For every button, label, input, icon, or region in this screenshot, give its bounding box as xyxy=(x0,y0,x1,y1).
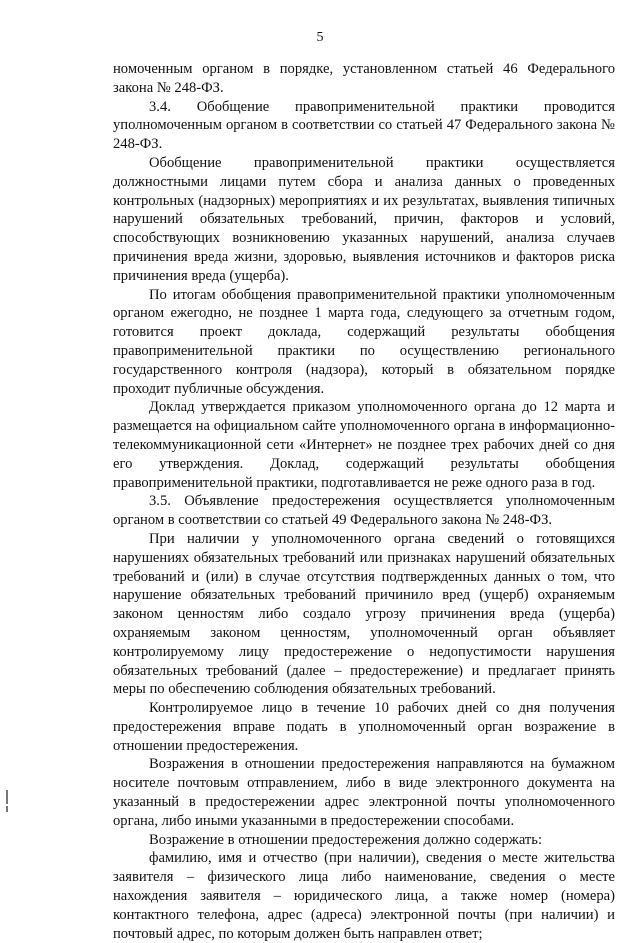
paragraph-objection-delivery: Возражения в отношении предостережения направляются на бумажном носителе почтовым отправлением, либо в виде электронного документа на указанный в предостережении адрес электронной почты уполномоченного органа, либо иными указанными в предостережении способами. xyxy=(113,756,615,829)
document-body xyxy=(113,60,615,943)
paragraph-report-approval: Доклад утверждается приказом уполномоченного органа до 12 марта и размещается на официальном сайте уполномоченного органа в информационно-телекоммуникационной сети «Интернет» не позднее трех рабочих дней со дня его утверждения. Доклад, содержащий результаты обобщения правоприменительной практики, подготавливается не реже одного раза в год. xyxy=(113,399,615,491)
scan-margin-mark xyxy=(6,806,8,812)
paragraph-applicant-details: фамилию, имя и отчество (при наличии), сведения о месте жительства заявителя – физического лица либо наименование, сведения о месте нахождения заявителя – юридического лица, а также номер (номера) контактного телефона, адрес (адреса) электронной почты (при наличии) и почтовый адрес, по которым должен быть направлен ответ; xyxy=(113,850,615,942)
paragraph-generalization: Обобщение правоприменительной практики осуществляется должностными лицами путем сбора и анализа данных о проведенных контрольных (надзорных) мероприятиях и их результатах, выявления типичных нарушений обязательных требований, причин, факторов и условий, способствующих возникновению указанных нарушений, анализа случаев причинения вреда жизни, здоровью, выявления источников и факторов риска причинения вреда (ущерба). xyxy=(113,154,615,284)
paragraph-continuation: номоченным органом в порядке, установленном статьей 46 Федерального закона № 248-ФЗ. xyxy=(113,61,615,96)
paragraph-objection-deadline: Контролируемое лицо в течение 10 рабочих дней со дня получения предостережения вправе подать в уполномоченный орган возражение в отношении предостережения. xyxy=(113,700,615,754)
paragraph-warning-conditions: При наличии у уполномоченного органа сведений о готовящихся нарушениях обязательных требований или признаках нарушений обязательных требований и (или) в случае отсутствия подтвержденных данных о том, что нарушение обязательных требований причинило вред (ущерб) охраняемым законом ценностям либо создало угрозу причинения вреда (ущерба) охраняемым законом ценностям, уполномоченный орган объявляет контролируемому лицу предостережение о недопустимости нарушения обязательных требований (далее – предостережение) и предлагает принять меры по обеспечению соблюдения обязательных требований. xyxy=(113,530,615,698)
paragraph-3-5: 3.5. Объявление предостережения осуществляется уполномоченным органом в соответствии со статьей 49 Федерального закона № 248-ФЗ. xyxy=(113,493,615,529)
page-number: 5 xyxy=(316,30,324,45)
paragraph-annual-report: По итогам обобщения правоприменительной практики уполномоченным органом ежегодно, не позднее 1 марта года, следующего за отчетным годом, готовится проект доклада, содержащий результаты обобщения правоприменительной практики по осуществлению регионального государственного контроля (надзора), который в обязательном порядке проходит публичные обсуждения. xyxy=(113,286,615,397)
scan-margin-mark xyxy=(6,790,8,804)
paragraph-objection-contents: Возражение в отношении предостережения должно содержать: xyxy=(149,831,543,848)
paragraph-3-4: 3.4. Обобщение правоприменительной практики проводится уполномоченным органом в соответствии со статьей 47 Федерального закона № 248-ФЗ. xyxy=(113,98,615,153)
